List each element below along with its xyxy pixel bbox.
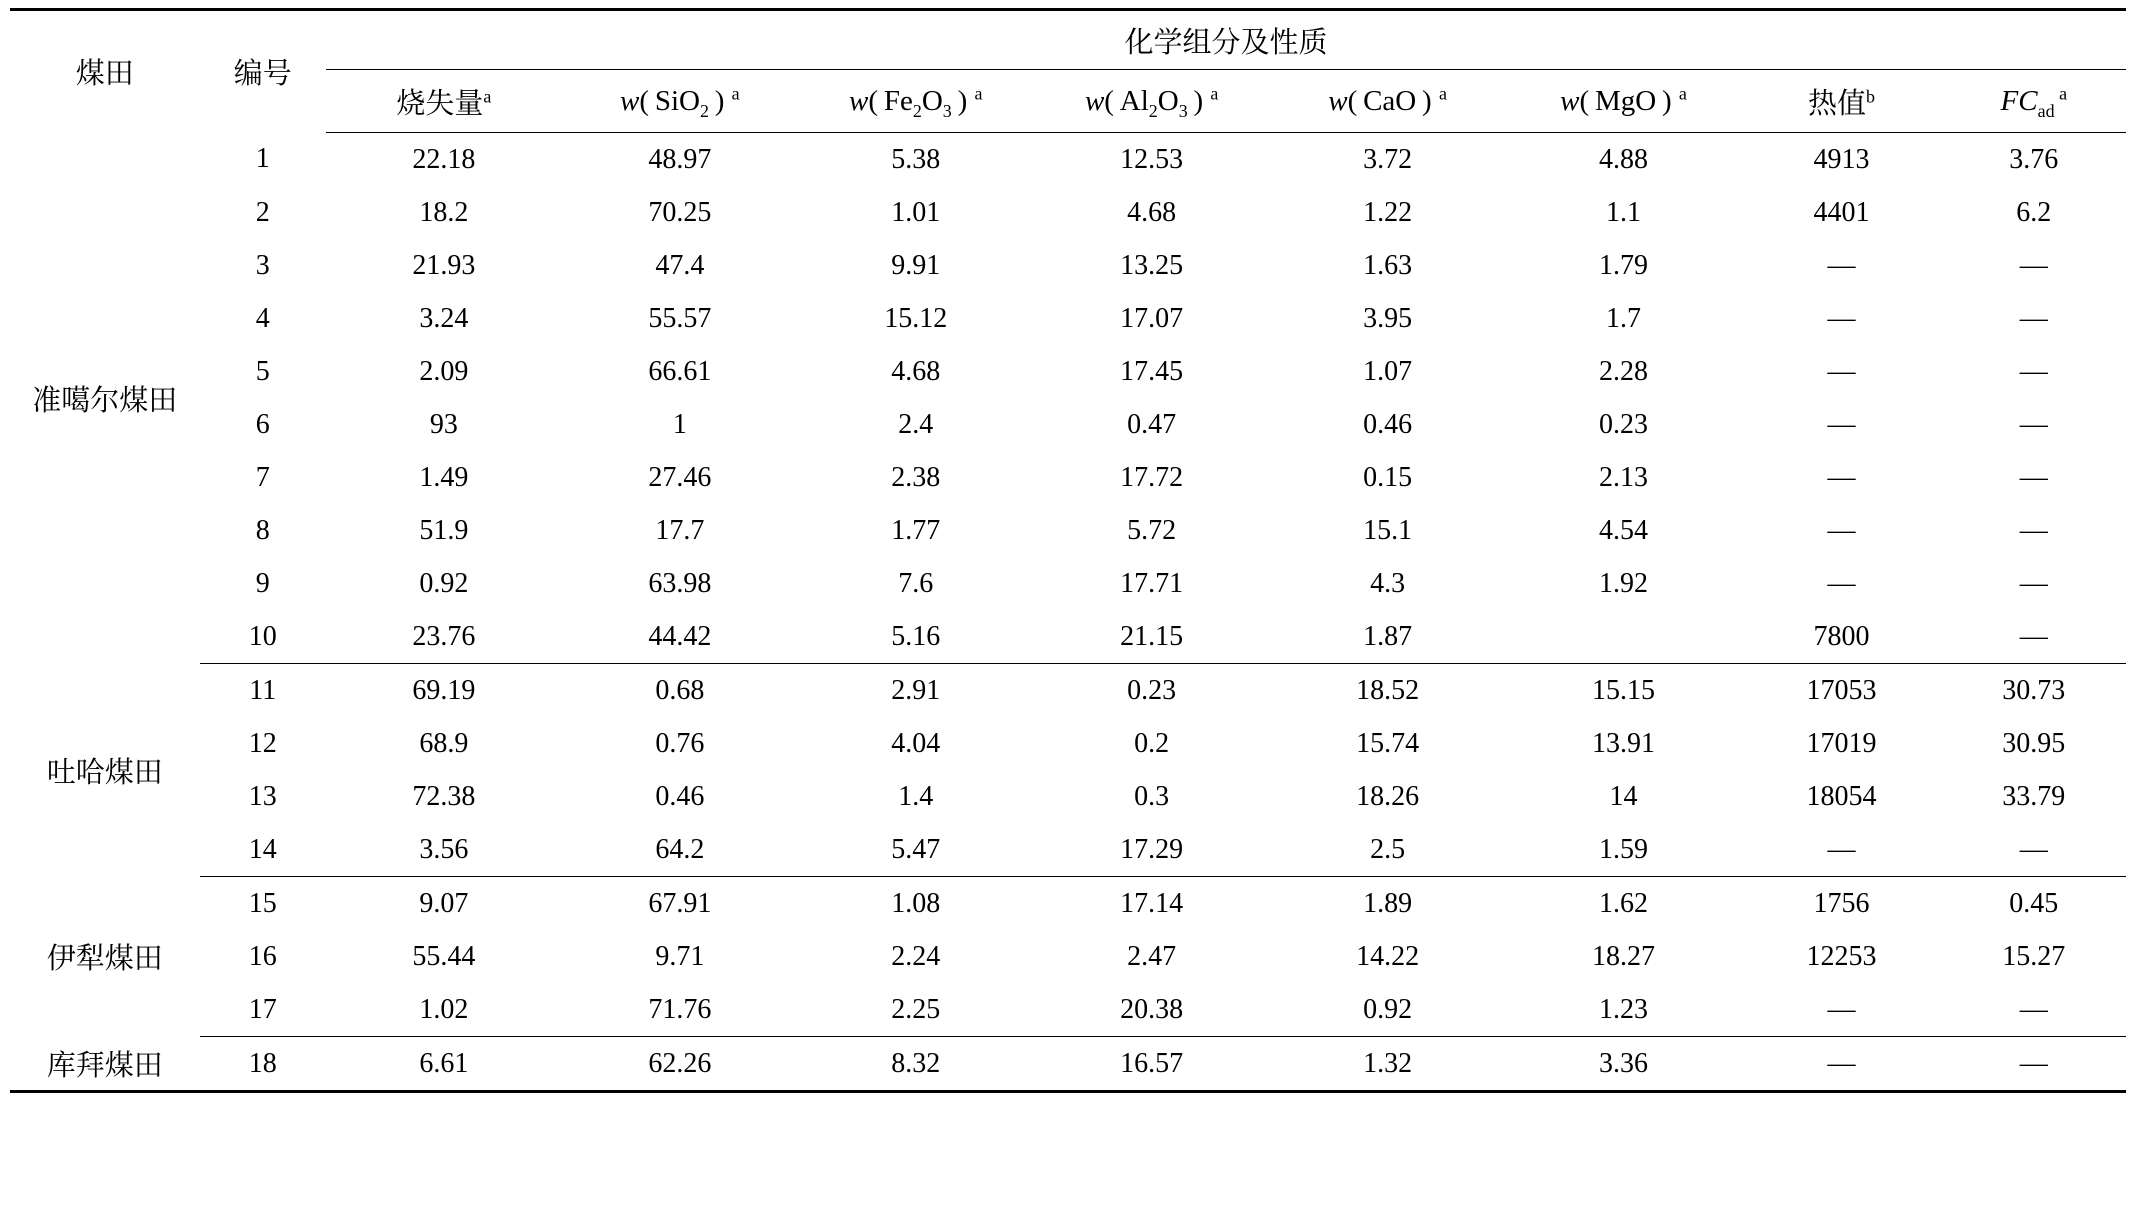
cell-sio2: 48.97 [648, 143, 712, 175]
cell-fe2o3: 2.25 [798, 983, 1034, 1037]
cell-heat: — [1827, 567, 1856, 599]
cell-fcad: — [2019, 408, 2048, 440]
cell-mgo: 15.15 [1592, 674, 1656, 706]
cell-heat: 4401 [1813, 196, 1870, 228]
cell-sio2: 47.4 [655, 249, 705, 281]
cell-mgo: 1.23 [1506, 983, 1742, 1037]
cell-heat: — [1741, 983, 1941, 1037]
cell-heat: 17019 [1806, 727, 1877, 759]
cell-loi: 23.76 [326, 610, 562, 664]
cell-fcad: — [1942, 610, 2126, 664]
cell-loi: 72.38 [412, 780, 476, 812]
cell-sio2: 0.68 [655, 674, 705, 706]
cell-fe2o3: 1.01 [891, 196, 941, 228]
cell-cao: 18.52 [1356, 674, 1420, 706]
cell-al2o3: 0.2 [1134, 727, 1170, 759]
cell-no: 18 [248, 1047, 277, 1079]
cell-no: 8 [255, 514, 270, 546]
cell-no: 17 [200, 983, 326, 1037]
cell-loi: 22.18 [412, 143, 476, 175]
cell-al2o3: 17.29 [1034, 823, 1270, 877]
cell-al2o3: 21.15 [1034, 610, 1270, 664]
header-loi: 烧失量$^a$ [326, 70, 562, 133]
cell-cao: 3.72 [1363, 143, 1413, 175]
cell-fe2o3: 2.91 [891, 674, 941, 706]
cell-fcad: 15.27 [2002, 940, 2066, 972]
cell-fcad: 33.79 [2002, 780, 2066, 812]
cell-no: 13 [248, 780, 277, 812]
cell-fcad: — [2019, 461, 2048, 493]
table-row [10, 770, 2126, 823]
cell-al2o3: 16.57 [1120, 1047, 1184, 1079]
cell-fcad: — [1942, 823, 2126, 877]
cell-loi: 55.44 [412, 940, 476, 972]
cell-al2o3: 20.38 [1034, 983, 1270, 1037]
cell-mgo: 18.27 [1592, 940, 1656, 972]
cell-mgo: 1.1 [1606, 196, 1642, 228]
cell-cao: 4.3 [1370, 567, 1406, 599]
table-row [10, 239, 2126, 292]
table-row [10, 1037, 2126, 1092]
cell-fcad: 30.95 [2002, 727, 2066, 759]
cell-loi: 3.56 [326, 823, 562, 877]
cell-heat: 1756 [1813, 887, 1870, 919]
cell-mgo: 2.13 [1599, 461, 1649, 493]
cell-loi: 68.9 [419, 727, 469, 759]
cell-cao: 1.22 [1363, 196, 1413, 228]
cell-heat: — [1827, 461, 1856, 493]
cell-loi: 18.2 [419, 196, 469, 228]
cell-mgo: 4.54 [1599, 514, 1649, 546]
cell-mgo [1506, 610, 1742, 664]
cell-cao: 1.87 [1270, 610, 1506, 664]
cell-al2o3: 17.07 [1120, 302, 1184, 334]
cell-mgo: 2.28 [1599, 355, 1649, 387]
table-row [10, 717, 2126, 770]
header-fcad: $FC_{ad}$ $^a$ [1942, 70, 2126, 133]
cell-no: 5 [255, 355, 270, 387]
cell-cao: 2.5 [1270, 823, 1506, 877]
table-row [10, 877, 2126, 931]
cell-no: 2 [255, 196, 270, 228]
cell-fcad: — [2019, 567, 2048, 599]
cell-fe2o3: 2.38 [891, 461, 941, 493]
cell-al2o3: 17.72 [1120, 461, 1184, 493]
cell-cao: 1.63 [1363, 249, 1413, 281]
cell-no: 15 [248, 887, 277, 919]
cell-cao: 18.26 [1356, 780, 1420, 812]
cell-al2o3: 17.71 [1120, 567, 1184, 599]
cell-loi: 1.02 [326, 983, 562, 1037]
table-row [10, 823, 2126, 877]
cell-heat: 4913 [1813, 143, 1870, 175]
cell-mgo: 4.88 [1599, 143, 1649, 175]
cell-no: 16 [248, 940, 277, 972]
table-row [10, 451, 2126, 504]
cell-no: 9 [255, 567, 270, 599]
cell-fe2o3: 4.68 [891, 355, 941, 387]
cell-no: 12 [248, 727, 277, 759]
cell-sio2: 67.91 [648, 887, 712, 919]
cell-heat: — [1827, 355, 1856, 387]
cell-sio2: 71.76 [562, 983, 798, 1037]
header-group-chemical: 化学组分及性质 [326, 10, 2126, 70]
table-row [10, 398, 2126, 451]
cell-cao: 15.1 [1363, 514, 1413, 546]
cell-mgo: 1.7 [1606, 302, 1642, 334]
cell-loi: 0.92 [419, 567, 469, 599]
cell-cao: 0.92 [1270, 983, 1506, 1037]
cell-al2o3: 0.3 [1134, 780, 1170, 812]
table-row [10, 186, 2126, 239]
cell-fe2o3: 2.24 [891, 940, 941, 972]
cell-cao: 1.32 [1363, 1047, 1413, 1079]
cell-heat: — [1827, 1047, 1856, 1079]
cell-fe2o3: 1.08 [891, 887, 941, 919]
cell-no: 4 [255, 302, 270, 334]
table-row [10, 930, 2126, 983]
table-row [10, 345, 2126, 398]
cell-fe2o3: 8.32 [891, 1047, 941, 1079]
cell-no: 3 [255, 249, 270, 281]
cell-al2o3: 2.47 [1127, 940, 1177, 972]
cell-no: 10 [200, 610, 326, 664]
table-row [10, 292, 2126, 345]
cell-heat: 12253 [1806, 940, 1877, 972]
header-row-top [10, 10, 2126, 70]
cell-al2o3: 0.47 [1127, 408, 1177, 440]
cell-heat: 18054 [1806, 780, 1877, 812]
table-header [10, 10, 2126, 133]
cell-sio2: 44.42 [562, 610, 798, 664]
cell-fe2o3: 5.47 [798, 823, 1034, 877]
cell-fcad: — [2019, 1047, 2048, 1079]
cell-sio2: 66.61 [648, 355, 712, 387]
cell-mgo: 1.92 [1599, 567, 1649, 599]
cell-fe2o3: 5.16 [798, 610, 1034, 664]
cell-fcad: — [2019, 355, 2048, 387]
cell-fcad: 0.45 [2009, 887, 2059, 919]
table-row [10, 664, 2126, 718]
field-label: 库拜煤田 [46, 1049, 163, 1082]
cell-heat: — [1827, 514, 1856, 546]
cell-al2o3: 13.25 [1120, 249, 1184, 281]
cell-sio2: 0.76 [655, 727, 705, 759]
cell-fe2o3: 5.38 [891, 143, 941, 175]
header-heat-sup: b [1866, 85, 1876, 106]
cell-fe2o3: 9.91 [891, 249, 941, 281]
cell-fcad: — [2019, 514, 2048, 546]
cell-fe2o3: 1.77 [891, 514, 941, 546]
header-al2o3: w( $Al_2O_3$ ) $^a$ [1034, 70, 1270, 133]
cell-sio2: 63.98 [648, 567, 712, 599]
header-no: 编号 [200, 10, 326, 133]
cell-fe2o3: 2.4 [898, 408, 934, 440]
field-label: 准噶尔煤田 [32, 384, 178, 417]
cell-cao: 1.89 [1363, 887, 1413, 919]
cell-fe2o3: 7.6 [898, 567, 934, 599]
cell-loi: 69.19 [412, 674, 476, 706]
table-row [10, 983, 2126, 1037]
cell-sio2: 9.71 [655, 940, 705, 972]
cell-fe2o3: 1.4 [898, 780, 934, 812]
cell-al2o3: 4.68 [1127, 196, 1177, 228]
cell-loi: 6.61 [419, 1047, 469, 1079]
header-loi-sup: a [483, 85, 492, 106]
header-heat: 热值$^b$ [1741, 70, 1941, 133]
cell-heat: 17053 [1806, 674, 1877, 706]
cell-al2o3: 17.14 [1120, 887, 1184, 919]
cell-no: 7 [255, 461, 270, 493]
cell-fe2o3: 15.12 [884, 302, 948, 334]
cell-fcad: 30.73 [2002, 674, 2066, 706]
cell-loi: 1.49 [419, 461, 469, 493]
cell-cao: 14.22 [1356, 940, 1420, 972]
cell-fcad: 6.2 [2016, 196, 2052, 228]
header-fe2o3: w( $Fe_2O_3$ ) $^a$ [798, 70, 1034, 133]
cell-mgo: 1.59 [1506, 823, 1742, 877]
cell-no: 6 [255, 408, 270, 440]
cell-sio2: 62.26 [648, 1047, 712, 1079]
table-row [10, 504, 2126, 557]
cell-mgo: 14 [1609, 780, 1638, 812]
table-body [10, 133, 2126, 1092]
header-field: 煤田 [10, 10, 200, 133]
cell-fe2o3: 4.04 [891, 727, 941, 759]
cell-mgo: 1.79 [1599, 249, 1649, 281]
cell-sio2: 27.46 [648, 461, 712, 493]
cell-fcad: 3.76 [2009, 143, 2059, 175]
cell-cao: 15.74 [1356, 727, 1420, 759]
cell-sio2: 1 [672, 408, 687, 440]
header-mgo: w( MgO ) $^a$ [1506, 70, 1742, 133]
cell-sio2: 64.2 [562, 823, 798, 877]
cell-loi: 3.24 [419, 302, 469, 334]
cell-cao: 0.46 [1363, 408, 1413, 440]
cell-al2o3: 0.23 [1127, 674, 1177, 706]
cell-al2o3: 17.45 [1120, 355, 1184, 387]
table-row [10, 610, 2126, 664]
cell-sio2: 55.57 [648, 302, 712, 334]
cell-heat: — [1827, 249, 1856, 281]
cell-heat: 7800 [1741, 610, 1941, 664]
table-row [10, 557, 2126, 610]
cell-mgo: 1.62 [1599, 887, 1649, 919]
cell-sio2: 17.7 [655, 514, 705, 546]
cell-mgo: 13.91 [1592, 727, 1656, 759]
cell-no: 11 [249, 674, 277, 706]
cell-loi: 21.93 [412, 249, 476, 281]
cell-sio2: 70.25 [648, 196, 712, 228]
cell-al2o3: 12.53 [1120, 143, 1184, 175]
cell-fcad: — [1942, 983, 2126, 1037]
cell-mgo: 0.23 [1599, 408, 1649, 440]
cell-no: 1 [255, 143, 270, 175]
header-sio2: w( SiO$_2$ ) $^a$ [562, 70, 798, 133]
cell-mgo: 3.36 [1599, 1047, 1649, 1079]
cell-sio2: 0.46 [655, 780, 705, 812]
header-row-sub [10, 70, 2126, 133]
cell-cao: 1.07 [1363, 355, 1413, 387]
cell-fcad: — [2019, 249, 2048, 281]
field-label: 吐哈煤田 [46, 756, 163, 789]
cell-cao: 3.95 [1363, 302, 1413, 334]
cell-heat: — [1827, 302, 1856, 334]
cell-loi: 93 [429, 408, 458, 440]
cell-heat: — [1827, 408, 1856, 440]
cell-loi: 51.9 [419, 514, 469, 546]
field-label: 伊犁煤田 [46, 943, 163, 975]
cell-loi: 2.09 [419, 355, 469, 387]
cell-heat: — [1741, 823, 1941, 877]
cell-no: 14 [200, 823, 326, 877]
cell-fcad: — [2019, 302, 2048, 334]
header-cao: w( CaO ) $^a$ [1270, 70, 1506, 133]
cell-al2o3: 5.72 [1127, 514, 1177, 546]
coal-composition-table [10, 8, 2126, 1093]
cell-loi: 9.07 [419, 887, 469, 919]
cell-cao: 0.15 [1363, 461, 1413, 493]
table-row [10, 133, 2126, 187]
